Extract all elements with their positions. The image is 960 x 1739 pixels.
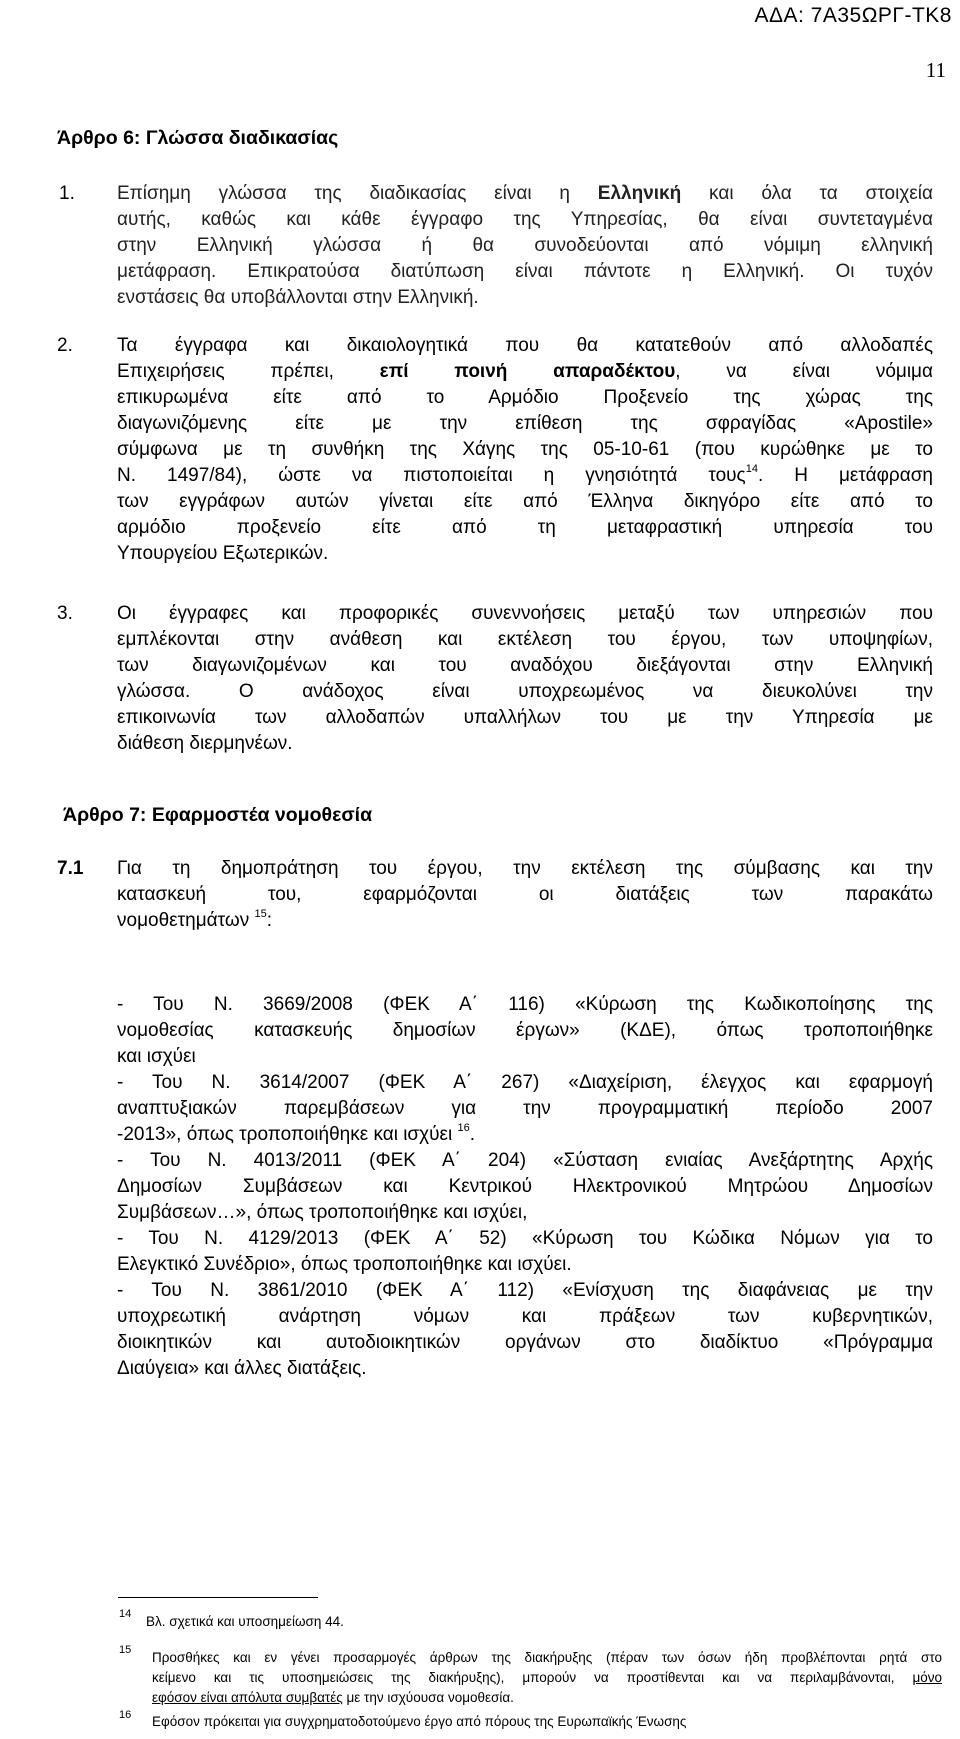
para-3-line: εμπλέκονται στην ανάθεση και εκτέλεση του έργου, των υποψηφίων,: [117, 629, 933, 650]
para-1-line: ενστάσεις θα υποβάλλονται στην Ελληνική.: [117, 287, 479, 308]
article-7-title: Άρθρο 7: Εφαρμοστέα νομοθεσία: [63, 804, 373, 826]
para-1-line: στην Ελληνική γλώσσα ή θα συνοδεύονται από νόμιμη ελληνική: [117, 235, 933, 256]
law-list-line: - Του Ν. 3614/2007 (ΦΕΚ Α΄ 267) «Διαχείριση, έλεγχος και εφαρμογή: [117, 1072, 933, 1093]
footnote-14: Βλ. σχετικά και υποσημείωση 44.: [146, 1614, 344, 1629]
footnote-15-number: 15: [119, 1644, 132, 1656]
para-7-1-line: νομοθετημάτων $^{15}$:: [117, 908, 273, 931]
law-list-line: υποχρεωτική ανάρτηση νόμων και πράξεων των κυβερνητικών,: [117, 1306, 933, 1327]
footnote-ref-15[interactable]: 15: [254, 908, 267, 920]
para-3-line: επικοινωνία των αλλοδαπών υπαλλήλων του με την Υπηρεσία με: [117, 707, 933, 728]
footnote-ref-16[interactable]: 16: [457, 1122, 470, 1134]
law-list-line: διοικητικών και αυτοδιοικητικών οργάνων στο διαδίκτυο «Πρόγραμμα: [117, 1332, 933, 1353]
para-2-line: των εγγράφων αυτών γίνεται είτε από Έλληνα δικηγόρο είτε από το: [117, 491, 933, 512]
para-2-line: διαγωνιζόμενης είτε με την επίθεση της σφραγίδας «Apostile»: [117, 413, 933, 434]
article-6-title: Άρθρο 6: Γλώσσα διαδικασίας: [57, 127, 339, 149]
para-7-1-number: 7.1: [57, 858, 84, 879]
para-2-line: Επιχειρήσεις πρέπει, επί ποινή απαραδέκτου, να είναι νόμιμα: [117, 361, 933, 382]
para-2-line: αρμόδιο προξενείο είτε από τη μεταφραστική υπηρεσία του: [117, 517, 933, 538]
para-3-line: των διαγωνιζομένων και του αναδόχου διεξάγονται στην Ελληνική: [117, 655, 933, 676]
footnote-16: Εφόσον πρόκειται για συγχρηματοδοτούμενο έργο από πόρους της Ευρωπαϊκής Ένωσης: [152, 1714, 687, 1729]
para-2-line: Ν. 1497/84), ώστε να πιστοποιείται η γνησιότητά τους$^{14}$. Η μετάφραση: [117, 463, 933, 486]
footnote-ref-14[interactable]: 14: [745, 463, 758, 475]
law-list-line: Συμβάσεων…», όπως τροποποιήθηκε και ισχύει,: [117, 1202, 528, 1223]
para-1-number: 1.: [59, 183, 75, 204]
para-1-line: Επίσημη γλώσσα της διαδικασίας είναι η Ελληνική και όλα τα στοιχεία: [117, 183, 933, 204]
para-1-line: αυτής, καθώς και κάθε έγγραφο της Υπηρεσίας, θα είναι συντεταγμένα: [117, 209, 933, 230]
law-list-line: -2013», όπως τροποποιήθηκε και ισχύει $^{16}$.: [117, 1122, 476, 1145]
footnote-separator: [118, 1597, 318, 1598]
law-list-line: - Του Ν. 3669/2008 (ΦΕΚ Α΄ 116) «Κύρωση της Κωδικοποίησης της: [117, 994, 933, 1015]
law-list-line: αναπτυξιακών παρεμβάσεων για την προγραμματική περίοδο 2007: [117, 1098, 933, 1119]
para-2-line: Τα έγγραφα και δικαιολογητικά που θα κατατεθούν από αλλοδαπές: [117, 335, 933, 356]
para-2-line: Υπουργείου Εξωτερικών.: [117, 543, 329, 564]
law-list-line: - Του Ν. 4013/2011 (ΦΕΚ Α΄ 204) «Σύσταση ενιαίας Ανεξάρτητης Αρχής: [117, 1150, 933, 1171]
para-3-number: 3.: [57, 603, 73, 624]
law-list-line: και ισχύει: [117, 1046, 196, 1067]
para-1-line: μετάφραση. Επικρατούσα διατύπωση είναι πάντοτε η Ελληνική. Οι τυχόν: [117, 261, 933, 282]
para-3-line: Οι έγγραφες και προφορικές συνεννοήσεις μεταξύ των υπηρεσιών που: [117, 603, 933, 624]
para-2-line: επικυρωμένα είτε από το Αρμόδιο Προξενείο της χώρας της: [117, 387, 933, 408]
ada-code: ΑΔΑ: 7Α35ΩΡΓ-ΤΚ8: [754, 4, 952, 27]
footnote-15: [152, 1648, 942, 1708]
para-2-line: σύμφωνα με τη συνθήκη της Χάγης της 05-10-61 (που κυρώθηκε με το: [117, 439, 933, 460]
law-list-line: Δημοσίων Συμβάσεων και Κεντρικού Ηλεκτρονικού Μητρώου Δημοσίων: [117, 1176, 933, 1197]
para-2-number: 2.: [57, 335, 73, 356]
law-list-line: Διαύγεια» και άλλες διατάξεις.: [117, 1358, 367, 1379]
para-7-1-line: Για τη δημοπράτηση του έργου, την εκτέλεση της σύμβασης και την: [117, 858, 933, 879]
law-list-line: Ελεγκτικό Συνέδριο», όπως τροποποιήθηκε και ισχύει.: [117, 1254, 572, 1275]
footnote-15-line: εφόσον είναι απόλυτα συμβατές με την ισχύουσα νομοθεσία.: [152, 1690, 514, 1705]
para-7-1-line: κατασκευή του, εφαρμόζονται οι διατάξεις των παρακάτω: [117, 884, 933, 905]
footnote-15-line: κείμενο και τις υποσημειώσεις της διακήρυξης), μπορούν να προστίθενται και να περιλαμβάνονται, μόνο: [152, 1670, 942, 1685]
law-list-line: νομοθεσίας κατασκευής δημοσίων έργων» (ΚΔΕ), όπως τροποποιήθηκε: [117, 1020, 933, 1041]
footnote-15-line: Προσθήκες και εν γένει προσαρμογές άρθρων της διακήρυξης (πέραν των όσων ήδη προβλέπονται ρητά στο: [152, 1650, 942, 1665]
para-3-line: διάθεση διερμηνέων.: [117, 733, 293, 754]
para-2: [117, 333, 933, 567]
para-3: [117, 601, 933, 757]
page-number: 11: [925, 58, 946, 82]
footnote-16-number: 16: [119, 1709, 132, 1721]
law-list: [117, 992, 933, 1382]
para-7-1: [117, 856, 933, 934]
law-list-line: - Του Ν. 4129/2013 (ΦΕΚ Α΄ 52) «Κύρωση του Κώδικα Νόμων για το: [117, 1228, 933, 1249]
footnote-14-number: 14: [119, 1608, 132, 1620]
para-3-line: γλώσσα. Ο ανάδοχος είναι υποχρεωμένος να διευκολύνει την: [117, 681, 933, 702]
law-list-line: - Του Ν. 3861/2010 (ΦΕΚ Α΄ 112) «Ενίσχυση της διαφάνειας με την: [117, 1280, 933, 1301]
para-1: [117, 181, 933, 311]
